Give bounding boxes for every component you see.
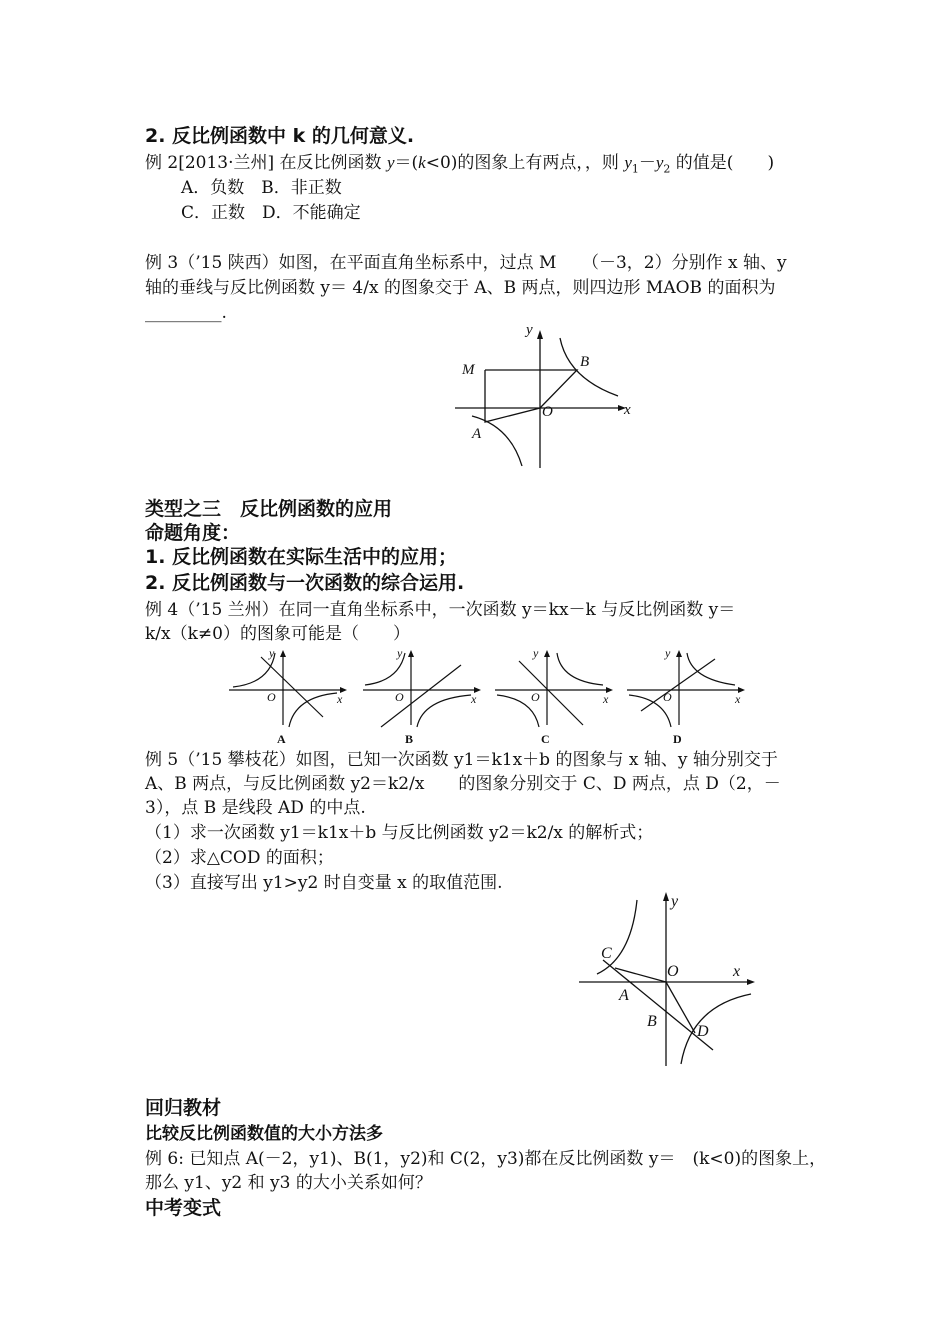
svg-text:y: y: [533, 646, 539, 660]
example-6-line2: 那么 y1、y2 和 y3 的大小关系如何？: [145, 1173, 432, 1193]
example-5-line3: 3），点 B 是线段 AD 的中点.: [145, 798, 366, 818]
proposition-angle-label: 命题角度：: [145, 522, 241, 544]
example-2-options-cd: C．正数 D．不能确定: [181, 203, 361, 223]
label-O: O: [667, 963, 679, 980]
example-5-question-2: （2）求△COD 的面积；: [145, 848, 334, 868]
option-d-graph: [627, 646, 745, 745]
example-2-options-ab: A．负数 B．非正数: [181, 178, 342, 198]
example-5-line1: 例 5（’15 攀枝花）如图，已知一次函数 y1＝k1x＋b 的图象与 x 轴、y 轴分别交于: [145, 750, 778, 770]
label-O: O: [542, 404, 553, 420]
example-3-line2: 轴的垂线与反比例函数 y＝ 4/x 的图象交于 A、B 两点，则四边形 MAOB 的面积为: [145, 278, 776, 298]
svg-text:x: x: [337, 692, 343, 706]
quadrilateral-MAOB: [485, 370, 577, 422]
proposition-item-1: 1. 反比例函数在实际生活中的应用；: [145, 546, 458, 568]
back-to-textbook-heading: 回归教材: [145, 1097, 222, 1119]
label-C: C: [601, 945, 612, 962]
label-x: x: [733, 963, 741, 980]
label-x: x: [624, 402, 631, 418]
example-3-answer-blank: _________.: [145, 303, 227, 323]
label-A: A: [619, 987, 629, 1004]
example-3-figure: [450, 318, 650, 473]
svg-text:y: y: [665, 646, 671, 660]
section-title-k-meaning: 2. 反比例函数中 k 的几何意义.: [145, 125, 415, 147]
segment-OD: [666, 982, 695, 1033]
option-label-b: B: [405, 732, 414, 745]
svg-text:O: O: [663, 690, 672, 704]
label-M: M: [462, 362, 475, 378]
example-2-stem: 例 2[2013·兰州] 在反比例函数 y＝(k<0)的图象上有两点，，则 $y_1-y_2$ 的值是( ): [145, 153, 775, 176]
svg-text:y: y: [269, 646, 275, 660]
label-D: D: [697, 1023, 709, 1040]
segment-OC: [615, 968, 666, 982]
y-axis-arrow: [663, 892, 669, 901]
example-5-question-3: （3）直接写出 y1>y2 时自变量 x 的取值范围.: [145, 873, 503, 893]
example-4-line1: 例 4（’15 兰州）在同一直角坐标系中，一次函数 y＝kx－k 与反比例函数 y＝: [145, 600, 736, 620]
option-label-d: D: [673, 732, 682, 745]
svg-text:x: x: [471, 692, 477, 706]
section-heading-application: 类型之三 反比例函数的应用: [145, 498, 393, 520]
label-y: y: [526, 322, 533, 338]
proposition-item-2: 2. 反比例函数与一次函数的综合运用.: [145, 572, 465, 594]
label-B: B: [580, 354, 590, 370]
example-5-figure: [575, 888, 760, 1068]
svg-text:y: y: [397, 646, 403, 660]
svg-text:x: x: [735, 692, 741, 706]
y-axis-arrow: [537, 330, 543, 339]
label-y: y: [671, 893, 679, 910]
label-A: A: [472, 426, 482, 442]
exam-variant-heading: 中考变式: [145, 1197, 222, 1219]
example-6-line1: 例 6: 已知点 A(－2，y1)、B(1，y2)和 C(2，y3)都在反比例函数 y＝ (k<0)的图象上，: [145, 1149, 827, 1169]
compare-methods-subheading: 比较反比例函数值的大小方法多: [145, 1124, 383, 1144]
svg-text:O: O: [267, 690, 276, 704]
option-c-graph: [495, 646, 613, 745]
svg-text:O: O: [395, 690, 404, 704]
example-4-options-figure: [225, 645, 755, 745]
option-label-c: C: [541, 732, 550, 745]
example-5-line2: A、B 两点，与反比例函数 y2＝k2/x 的图象分别交于 C、D 两点，点 D（2，－: [145, 774, 781, 794]
x-axis-arrow: [747, 979, 755, 985]
hyperbola-branch-lower-right: [681, 994, 751, 1064]
label-B: B: [647, 1013, 657, 1030]
option-b-graph: [363, 646, 481, 745]
svg-text:x: x: [603, 692, 609, 706]
option-label-a: A: [277, 732, 286, 745]
svg-text:O: O: [531, 690, 540, 704]
hyperbola-branch-upper-left: [597, 900, 637, 974]
option-a-graph: [229, 646, 347, 745]
example-5-question-1: （1）求一次函数 y1＝k1x＋b 与反比例函数 y2＝k2/x 的解析式；: [145, 823, 654, 843]
example-3-line1: 例 3（’15 陕西）如图，在平面直角坐标系中，过点 M （－3，2）分别作 x 轴、y: [145, 253, 787, 273]
example-4-line2: k/x（k≠0）的图象可能是（ ）: [145, 624, 410, 644]
